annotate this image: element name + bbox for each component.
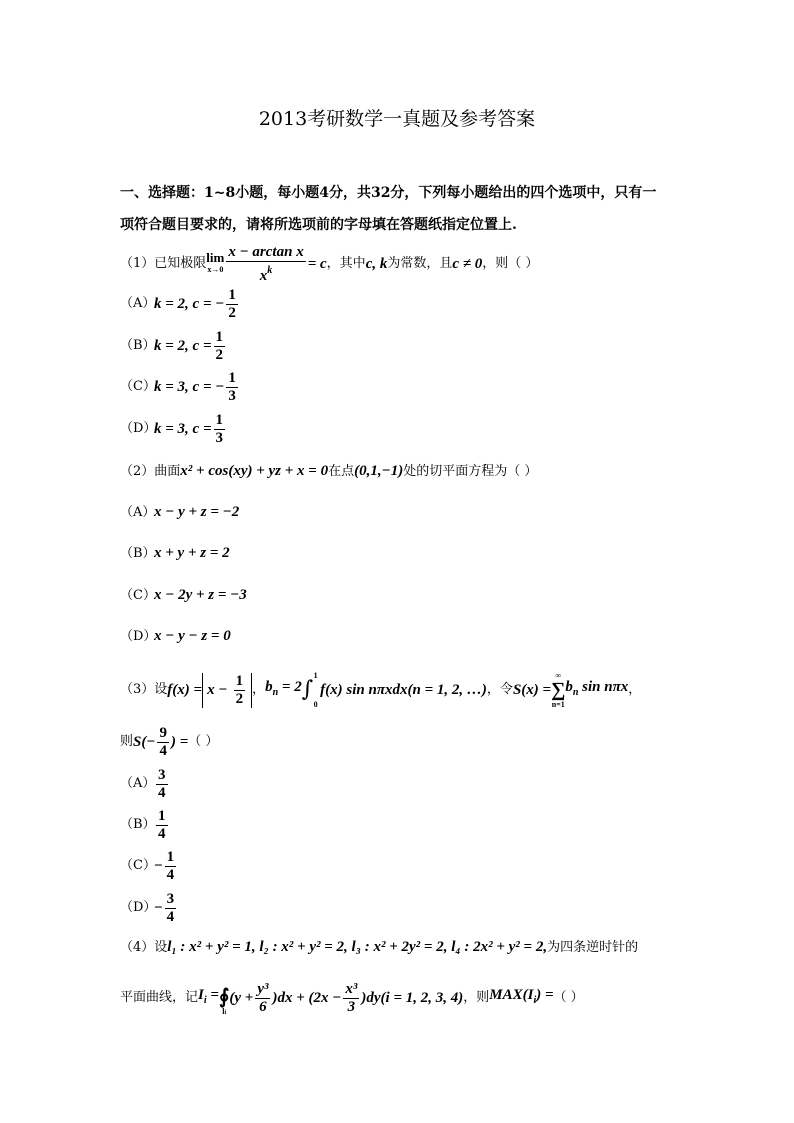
q1-prefix: （1）已知极限 — [120, 256, 207, 271]
option-expr: x + y + z = 2 — [154, 545, 230, 561]
q2-option-d[interactable] — [120, 627, 231, 646]
q4-I-expr: $I_i$ = — [198, 987, 219, 1006]
question-2 — [120, 462, 537, 481]
q3-line2 — [120, 722, 218, 762]
q1-option-a[interactable] — [120, 284, 240, 324]
q4-body3: )dy(i = 1, 2, 3, 4) — [361, 990, 464, 1006]
q3-absolute-value: x − $\frac{1}{2}$ — [202, 673, 252, 708]
option-fraction: $\frac{1}{4}$ — [166, 848, 175, 883]
q1-constants: c, k — [365, 256, 388, 272]
q4-max: $MAX(I_i)$ = — [489, 987, 554, 1006]
question-1 — [120, 244, 538, 284]
q3-prefix: （3）设 — [120, 682, 168, 697]
q4-fraction-1: $\frac{\text{y³}}{6}$ — [257, 980, 269, 1015]
q3-line2-prefix: 则 — [120, 734, 134, 749]
option-label: （A） — [120, 296, 156, 311]
option-label: （A） — [120, 776, 156, 791]
option-fraction: $\frac{1}{4}$ — [158, 807, 166, 842]
q3-option-b[interactable] — [120, 805, 170, 845]
option-fraction: $\frac{3}{4}$ — [166, 890, 175, 925]
option-fraction: $\frac{1}{3}$ — [215, 411, 224, 446]
option-label: （C） — [120, 379, 156, 394]
q1-denominator: $x^k$ — [259, 264, 273, 284]
option-label: （D） — [120, 421, 157, 436]
option-sign: − — [154, 858, 163, 874]
q4-line2-end: （ ） — [553, 990, 584, 1005]
q1-numerator: x − arctan x — [228, 243, 304, 260]
q1-option-b[interactable] — [120, 326, 227, 366]
q3-option-d[interactable] — [120, 888, 178, 928]
q3-S-end: ) = — [170, 734, 189, 750]
q1-end: ，则（ ） — [482, 256, 539, 271]
option-sign: − — [154, 900, 163, 916]
q1-option-c[interactable] — [120, 367, 240, 407]
q3-Sx: S(x) = — [512, 682, 552, 698]
question-4 — [120, 938, 638, 957]
section-heading-line1: 一、选择题：1~8小题，每小题4分，共32分，下列每小题给出的四个选项中，只有一 — [120, 185, 657, 201]
q2-end: 处的切平面方程为（ ） — [403, 464, 538, 479]
option-fraction: $\frac{1}{3}$ — [228, 369, 236, 404]
contour-integral-icon: ∮ li — [218, 986, 230, 1016]
q3-option-c[interactable] — [120, 846, 178, 886]
question-3 — [120, 666, 641, 714]
option-label: （D） — [120, 629, 157, 644]
q3-comma: ， — [252, 682, 266, 697]
q4-fraction-2: $\frac{\text{x³}}{3}$ — [345, 980, 358, 1015]
option-label: （B） — [120, 546, 156, 561]
option-expr: k = 2, c = — [154, 338, 212, 354]
option-expr: k = 3, c = — [154, 421, 212, 437]
q3-option-a[interactable] — [120, 764, 170, 804]
option-label: （B） — [120, 817, 156, 832]
q3-bn: $b_n = 2$ — [265, 679, 302, 698]
q4-mid: ，则 — [463, 990, 490, 1005]
q1-condition: c ≠ 0 — [452, 256, 483, 272]
option-expr: x − y + z = −2 — [154, 504, 240, 520]
q3-line2-end: （ ） — [188, 734, 219, 749]
option-label: （B） — [120, 338, 156, 353]
option-label: （C） — [120, 588, 156, 603]
q1-mid2: 为常数，且 — [387, 256, 453, 271]
q1-equals-c: = c — [307, 256, 327, 272]
q1-lim-word: lim — [206, 250, 225, 265]
option-fraction: $\frac{3}{4}$ — [158, 766, 166, 801]
q1-option-d[interactable] — [120, 409, 227, 449]
q3-integrand: f(x) sin nπxdx(n = 1, 2, …) — [320, 682, 487, 698]
q1-limit — [206, 252, 224, 276]
option-fraction: $\frac{1}{2}$ — [215, 328, 224, 363]
option-expr: x − 2y + z = −3 — [154, 587, 247, 603]
q4-curves: l₁ : x² + y² = 1, l₂ : x² + y² = 2, l₃ : x² + 2y² = 2, l₄ : 2x² + y² = 2, — [167, 939, 548, 955]
q2-surface: x² + cos(xy) + yz + x = 0 — [180, 463, 329, 479]
q1-mid: ，其中 — [326, 256, 366, 271]
option-expr: k = 2, c = − — [154, 296, 225, 312]
q1-lim-sub: x→0 — [207, 265, 224, 274]
integral-icon: ∫ — [301, 677, 314, 702]
q4-prefix: （4）设 — [120, 940, 168, 955]
q2-option-a[interactable] — [120, 503, 239, 522]
q3-integral-limits: 1 0 — [313, 671, 318, 709]
page-title: 2013考研数学一真题及参考答案 — [258, 108, 536, 130]
q2-mid: 在点 — [328, 464, 355, 479]
q4-end: 为四条逆时针的 — [547, 940, 639, 955]
q2-option-c[interactable] — [120, 586, 247, 605]
sum-icon: ∞ ∑ n=1 — [551, 671, 566, 709]
q4-body2: )dx + (2x − — [272, 990, 342, 1006]
q4-body1: (y + — [229, 990, 254, 1006]
option-label: （C） — [120, 858, 156, 873]
option-label: （A） — [120, 505, 156, 520]
q2-point: (0,1,−1) — [354, 463, 404, 479]
q1-fraction — [226, 244, 305, 285]
option-label: （D） — [120, 900, 157, 915]
q3-mid: ，令 — [486, 682, 513, 697]
q3-end: ， — [628, 682, 642, 697]
q4-line2 — [120, 974, 584, 1022]
q3-S-fraction: $\frac{9}{4}$ — [159, 724, 167, 759]
q3-fx: f(x) = — [167, 682, 203, 698]
section-heading-line2: 项符合题目要求的，请将所选项前的字母填在答题纸指定位置上. — [120, 217, 517, 233]
q4-line2-prefix: 平面曲线，记 — [120, 990, 199, 1005]
q2-prefix: （2）曲面 — [120, 464, 181, 479]
q3-S-expr: S(− — [133, 734, 156, 750]
option-expr: k = 3, c = − — [154, 379, 225, 395]
q3-sum-body: $b_n$ sin nπx — [565, 679, 629, 698]
q2-option-b[interactable] — [120, 544, 230, 563]
option-fraction: $\frac{1}{2}$ — [228, 286, 236, 321]
option-expr: x − y − z = 0 — [154, 628, 231, 644]
